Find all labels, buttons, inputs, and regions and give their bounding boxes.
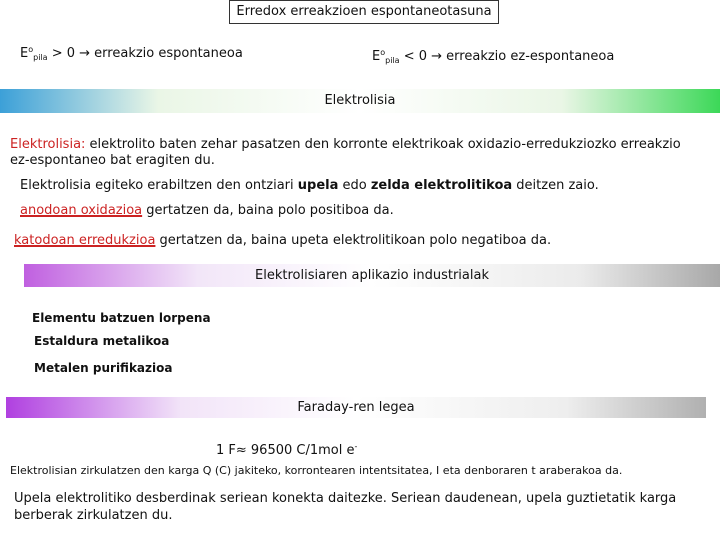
cond-right-sub: pila — [385, 56, 400, 65]
condition-spontaneous — [20, 45, 243, 62]
cond-right-sup: o — [380, 48, 386, 57]
section-header-aplikazioak: Elektrolisiaren aplikazio industrialak — [24, 264, 720, 287]
application-item: Estaldura metalikoa — [34, 334, 170, 348]
cond-left-sup: o — [28, 45, 34, 54]
definition-line-2: ez-espontaneo bat eragiten du. — [10, 153, 215, 168]
section-header-faraday: Faraday-ren legea — [6, 397, 706, 418]
cond-left-text: erreakzio espontaneoa — [90, 46, 243, 61]
definition-term: Elektrolisia: — [10, 137, 86, 152]
page-title: Erredox erreakzioen espontaneotasuna — [229, 0, 499, 24]
anode-term: anodoan oxidazioa — [20, 203, 143, 218]
vessel-sentence — [20, 178, 599, 194]
section-header-elektrolisia: Elektrolisia — [0, 89, 720, 113]
vessel-text-middle: edo — [338, 178, 371, 193]
cond-right-symbol: E — [372, 49, 381, 64]
definition-text-1: elektrolito baten zehar pasatzen den korronte elektrikoak oxidazio-erredukziozko erreakzio — [85, 137, 681, 152]
series-line-1: Upela elektrolitiko desberdinak seriean konekta daitezke. Seriean daudenean, upela guztietatik karga — [14, 491, 677, 506]
cond-left-operator: > 0 — [47, 46, 75, 61]
vessel-term-upela: upela — [297, 178, 339, 193]
condition-non-spontaneous — [372, 48, 614, 65]
cond-right-text: erreakzio ez-espontaneoa — [442, 49, 615, 64]
faraday-formula-text: 1 F≈ 96500 C/1mol e — [216, 443, 355, 458]
cathode-text: gertatzen da, baina upeta elektrolitikoan polo negatiboa da. — [155, 233, 552, 248]
cond-right-operator: < 0 — [399, 49, 427, 64]
vessel-term-zelda: zelda elektrolitikoa — [370, 178, 513, 193]
arrow-right-icon: → — [431, 49, 443, 64]
arrow-right-icon: → — [79, 46, 91, 61]
anode-text: gertatzen da, baina polo positiboa da. — [142, 203, 394, 218]
charge-explanation: Elektrolisian zirkulatzen den karga Q (C) jakiteko, korrontearen intentsitatea, I eta denboraren t araberakoa da. — [10, 464, 623, 477]
series-line-2: berberak zirkulatzen du. — [14, 508, 173, 523]
vessel-text-before: Elektrolisia egiteko erabiltzen den ontziari — [20, 178, 298, 193]
faraday-formula-sup: - — [354, 442, 358, 451]
definition-line-1 — [10, 137, 681, 153]
application-item: Metalen purifikazioa — [34, 361, 173, 375]
cond-left-symbol: E — [20, 46, 29, 61]
cathode-term: katodoan erredukzioa — [14, 233, 156, 248]
application-item: Elementu batzuen lorpena — [32, 311, 211, 325]
anode-sentence — [20, 203, 394, 219]
vessel-text-after: deitzen zaio. — [512, 178, 599, 193]
faraday-formula — [216, 442, 357, 458]
cathode-sentence — [14, 233, 551, 249]
cond-left-sub: pila — [33, 53, 48, 62]
